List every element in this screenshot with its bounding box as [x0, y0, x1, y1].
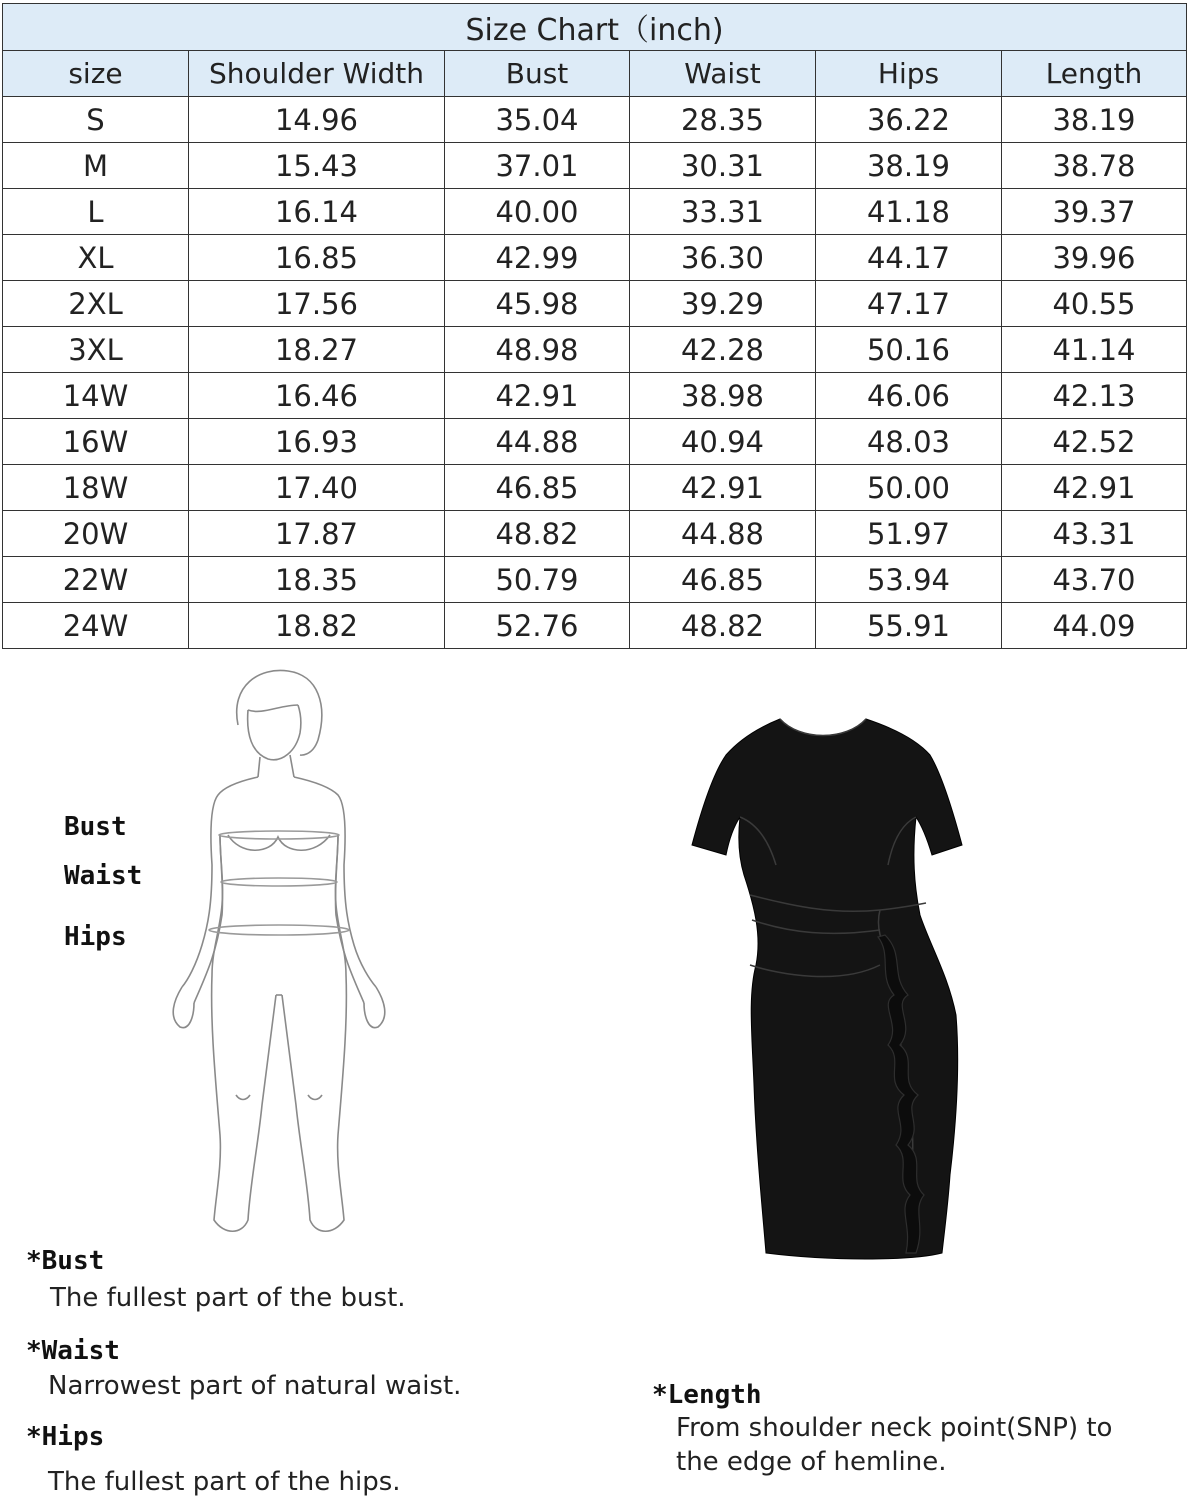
column-header: size	[3, 51, 189, 97]
size-cell: L	[3, 189, 189, 235]
table-row	[3, 373, 1187, 419]
measurement-cell: 16.46	[189, 373, 445, 419]
measurement-cell: 38.98	[630, 373, 816, 419]
measurement-cell: 40.55	[1002, 281, 1187, 327]
column-header: Waist	[630, 51, 816, 97]
measurement-cell: 42.91	[1002, 465, 1187, 511]
note-hips-title: *Hips	[26, 1422, 105, 1452]
measurement-cell: 37.01	[445, 143, 630, 189]
measurement-cell: 48.03	[816, 419, 1002, 465]
note-length-line1: From shoulder neck point(SNP) to	[676, 1413, 1113, 1443]
measurement-cell: 47.17	[816, 281, 1002, 327]
measurement-cell: 38.19	[1002, 97, 1187, 143]
measurement-cell: 17.40	[189, 465, 445, 511]
size-cell: S	[3, 97, 189, 143]
table-title: Size Chart（inch)	[3, 4, 1187, 51]
note-waist-text: Narrowest part of natural waist.	[48, 1371, 462, 1401]
measurement-cell: 15.43	[189, 143, 445, 189]
measurement-cell: 43.31	[1002, 511, 1187, 557]
measurement-cell: 42.13	[1002, 373, 1187, 419]
measurement-cell: 36.22	[816, 97, 1002, 143]
figure-label-bust: Bust	[64, 812, 127, 842]
measurement-cell: 14.96	[189, 97, 445, 143]
measurement-cell: 16.93	[189, 419, 445, 465]
measurement-cell: 46.85	[445, 465, 630, 511]
measurement-cell: 40.94	[630, 419, 816, 465]
measurement-cell: 42.91	[630, 465, 816, 511]
measurement-cell: 28.35	[630, 97, 816, 143]
measurement-cell: 38.19	[816, 143, 1002, 189]
measurement-cell: 51.97	[816, 511, 1002, 557]
table-row	[3, 465, 1187, 511]
measurement-cell: 53.94	[816, 557, 1002, 603]
body-outline-figure	[150, 665, 410, 1245]
measurement-cell: 16.85	[189, 235, 445, 281]
size-cell: 3XL	[3, 327, 189, 373]
size-cell: 20W	[3, 511, 189, 557]
measurement-cell: 38.78	[1002, 143, 1187, 189]
measurement-cell: 46.85	[630, 557, 816, 603]
measurement-cell: 44.88	[445, 419, 630, 465]
measurement-cell: 39.37	[1002, 189, 1187, 235]
measurement-cell: 44.88	[630, 511, 816, 557]
measurement-cell: 46.06	[816, 373, 1002, 419]
measurement-cell: 48.98	[445, 327, 630, 373]
size-cell: 14W	[3, 373, 189, 419]
measurement-cell: 18.82	[189, 603, 445, 649]
measurement-cell: 18.35	[189, 557, 445, 603]
measurement-cell: 42.28	[630, 327, 816, 373]
measurement-cell: 50.00	[816, 465, 1002, 511]
note-length-line2: the edge of hemline.	[676, 1447, 947, 1477]
size-cell: 24W	[3, 603, 189, 649]
column-header: Hips	[816, 51, 1002, 97]
table-row	[3, 511, 1187, 557]
column-header: Shoulder Width	[189, 51, 445, 97]
dress-illustration	[680, 705, 980, 1285]
table-row	[3, 557, 1187, 603]
measurement-cell: 50.79	[445, 557, 630, 603]
table-row	[3, 603, 1187, 649]
size-chart-table	[2, 3, 1187, 649]
table-header-row	[3, 51, 1187, 97]
measurement-cell: 48.82	[445, 511, 630, 557]
measurement-cell: 41.18	[816, 189, 1002, 235]
measurement-cell: 39.96	[1002, 235, 1187, 281]
table-row	[3, 143, 1187, 189]
measurement-cell: 35.04	[445, 97, 630, 143]
measurement-cell: 18.27	[189, 327, 445, 373]
size-cell: 2XL	[3, 281, 189, 327]
note-length-title: *Length	[652, 1380, 762, 1410]
measurement-cell: 43.70	[1002, 557, 1187, 603]
table-row	[3, 327, 1187, 373]
column-header: Length	[1002, 51, 1187, 97]
column-header: Bust	[445, 51, 630, 97]
size-cell: M	[3, 143, 189, 189]
measurement-cell: 55.91	[816, 603, 1002, 649]
measurement-cell: 44.09	[1002, 603, 1187, 649]
figure-label-waist: Waist	[64, 861, 143, 891]
measurement-cell: 17.56	[189, 281, 445, 327]
table-row	[3, 97, 1187, 143]
measurement-cell: 42.91	[445, 373, 630, 419]
measurement-cell: 48.82	[630, 603, 816, 649]
table-row	[3, 419, 1187, 465]
measurement-cell: 17.87	[189, 511, 445, 557]
measurement-cell: 33.31	[630, 189, 816, 235]
note-bust-text: The fullest part of the bust.	[50, 1283, 406, 1313]
size-cell: 16W	[3, 419, 189, 465]
measurement-cell: 39.29	[630, 281, 816, 327]
measurement-cell: 45.98	[445, 281, 630, 327]
measurement-cell: 50.16	[816, 327, 1002, 373]
measurement-cell: 36.30	[630, 235, 816, 281]
table-row	[3, 189, 1187, 235]
measurement-cell: 16.14	[189, 189, 445, 235]
note-bust-title: *Bust	[26, 1246, 105, 1276]
note-waist-title: *Waist	[26, 1336, 120, 1366]
measurement-cell: 42.99	[445, 235, 630, 281]
note-hips-text: The fullest part of the hips.	[48, 1467, 401, 1497]
measurement-cell: 40.00	[445, 189, 630, 235]
measurement-cell: 52.76	[445, 603, 630, 649]
figure-label-hips: Hips	[64, 922, 127, 952]
table-row	[3, 235, 1187, 281]
size-cell: 22W	[3, 557, 189, 603]
size-cell: XL	[3, 235, 189, 281]
table-body	[3, 97, 1187, 649]
size-cell: 18W	[3, 465, 189, 511]
measurement-cell: 41.14	[1002, 327, 1187, 373]
measurement-cell: 42.52	[1002, 419, 1187, 465]
measurement-cell: 44.17	[816, 235, 1002, 281]
measurement-cell: 30.31	[630, 143, 816, 189]
table-row	[3, 281, 1187, 327]
